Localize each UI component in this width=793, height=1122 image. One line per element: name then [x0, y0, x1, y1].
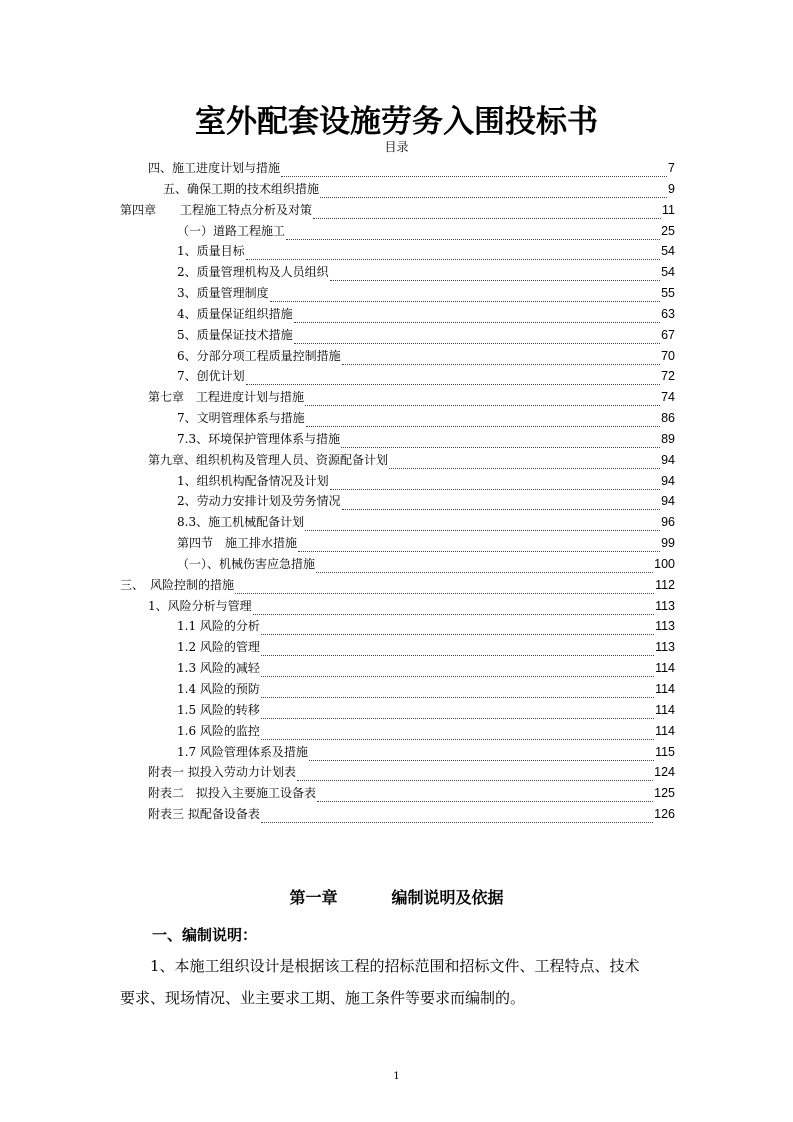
toc-entry-label: 3、质量管理制度: [177, 286, 269, 301]
toc-entry-page: 94: [661, 494, 675, 509]
toc-entry-page: 74: [661, 390, 675, 405]
document-title: 室外配套设施劳务入围投标书: [195, 104, 598, 140]
toc-leader-dots: [309, 747, 654, 761]
toc-entry-page: 113: [655, 640, 675, 655]
section-heading: 一、编制说明：: [152, 926, 258, 944]
toc-entry-label: 第四章 工程施工特点分析及对策: [120, 202, 313, 217]
toc-entry[interactable]: [177, 472, 675, 490]
toc-entry-page: 112: [655, 577, 675, 592]
toc-entry[interactable]: [177, 305, 675, 323]
toc-entry-page: 114: [655, 682, 675, 696]
toc-entry-page: 72: [661, 369, 675, 384]
toc-entry[interactable]: [177, 347, 675, 365]
toc-entry[interactable]: [177, 617, 675, 635]
toc-entry[interactable]: [148, 388, 675, 406]
toc-entry-page: 54: [661, 244, 675, 259]
toc-entry-label: 五、确保工期的技术组织措施: [163, 181, 320, 196]
toc-entry-page: 25: [661, 223, 675, 238]
toc-entry[interactable]: [177, 513, 675, 531]
toc-entry-label: 8.3、施工机械配备计划: [177, 515, 305, 530]
page-number: 1: [393, 1071, 400, 1082]
toc-leader-dots: [246, 246, 660, 260]
toc-entry[interactable]: [148, 597, 675, 615]
toc-entry[interactable]: [163, 180, 675, 198]
toc-leader-dots: [261, 642, 654, 656]
toc-leader-dots: [341, 434, 660, 448]
toc-entry-label: 1.6 风险的监控: [177, 723, 260, 738]
toc-leader-dots: [389, 455, 660, 469]
toc-entry[interactable]: [177, 555, 675, 573]
toc-entry-page: 100: [654, 556, 675, 571]
paragraph-line: 1、本施工组织设计是根据该工程的招标范围和招标文件、工程特点、技术: [150, 957, 640, 975]
toc-entry-label: 1.7 风险管理体系及措施: [177, 744, 308, 759]
toc-leader-dots: [330, 267, 660, 281]
toc-entry-page: 115: [655, 744, 675, 759]
toc-entry-label: 附表三 拟配备设备表: [148, 807, 260, 822]
toc-entry[interactable]: [148, 805, 675, 823]
toc-leader-dots: [281, 163, 667, 177]
toc-entry-page: 114: [655, 723, 675, 738]
toc-entry-page: 89: [661, 431, 675, 446]
toc-entry-page: 94: [661, 473, 675, 488]
toc-leader-dots: [342, 496, 660, 510]
toc-entry[interactable]: [120, 576, 675, 594]
toc-entry-page: 124: [654, 765, 675, 780]
toc-entry-label: 三、 风险控制的措施: [120, 577, 235, 592]
toc-entry[interactable]: [177, 743, 675, 761]
toc-entry[interactable]: [177, 326, 675, 344]
toc-entry[interactable]: [177, 430, 675, 448]
toc-leader-dots: [261, 809, 653, 823]
toc-entry-label: （一）道路工程施工: [177, 223, 286, 238]
toc-entry-label: 7、文明管理体系与措施: [177, 411, 305, 426]
toc-leader-dots: [306, 413, 660, 427]
toc-entry-label: 6、分部分项工程质量控制措施: [177, 348, 341, 363]
toc-entry-page: 9: [668, 181, 675, 196]
paragraph-line: 要求、现场情况、业主要求工期、施工条件等要求而编制的。: [120, 989, 526, 1007]
toc-entry-label: 第四节 施工排水措施: [177, 536, 298, 551]
toc-entry[interactable]: [148, 763, 675, 781]
toc-entry-page: 126: [654, 807, 675, 822]
toc-leader-dots: [330, 476, 660, 490]
toc-entry-label: 第七章 工程进度计划与措施: [148, 390, 305, 405]
body-paragraph: [120, 950, 676, 1014]
toc-leader-dots: [261, 726, 654, 740]
toc-entry-page: 114: [655, 661, 675, 676]
toc-entry[interactable]: [177, 701, 675, 719]
toc-entry-label: 4、质量保证组织措施: [177, 306, 293, 321]
toc-entry-page: 114: [655, 702, 675, 717]
toc-entry-label: 1.1 风险的分析: [177, 619, 260, 634]
toc-leader-dots: [261, 705, 654, 719]
toc-entry[interactable]: [177, 492, 675, 510]
toc-entry[interactable]: [177, 409, 675, 427]
toc-entry-label: 7、创优计划: [177, 369, 245, 384]
toc-entry-label: （一）、机械伤害应急措施: [177, 556, 316, 571]
toc-entry[interactable]: [148, 784, 675, 802]
toc-entry-page: 99: [661, 536, 675, 551]
toc-entry-label: 1.5 风险的转移: [177, 702, 260, 717]
toc-entry-label: 5、质量保证技术措施: [177, 327, 293, 342]
toc-entry-label: 四、施工进度计划与措施: [148, 161, 281, 175]
toc-leader-dots: [246, 371, 660, 385]
toc-entry-page: 125: [654, 786, 675, 801]
toc-leader-dots: [298, 538, 660, 552]
toc-leader-dots: [316, 559, 653, 573]
toc-leader-dots: [317, 788, 653, 802]
toc-leader-dots: [297, 767, 653, 781]
toc-leader-dots: [253, 601, 654, 615]
toc-entry[interactable]: [177, 638, 675, 656]
toc-leader-dots: [235, 580, 654, 594]
toc-entry-label: 1、质量目标: [177, 244, 245, 259]
toc-entry-label: 7.3、环境保护管理体系与措施: [177, 431, 341, 446]
toc-entry[interactable]: [177, 222, 675, 240]
toc-leader-dots: [294, 309, 660, 323]
toc-entry[interactable]: [177, 680, 675, 698]
toc-entry[interactable]: [177, 367, 675, 385]
toc-entry-label: 1、风险分析与管理: [148, 598, 252, 613]
toc-leader-dots: [261, 621, 654, 635]
toc-entry-label: 附表一 拟投入劳动力计划表: [148, 765, 296, 780]
toc-entry[interactable]: [148, 159, 675, 177]
toc-entry-page: 67: [661, 327, 675, 342]
chapter-title: 编制说明及依据: [391, 888, 504, 907]
toc-leader-dots: [313, 205, 661, 219]
toc-entry-page: 70: [661, 348, 675, 363]
toc-entry-page: 63: [661, 306, 675, 321]
toc-leader-dots: [342, 351, 660, 365]
toc-entry-page: 94: [661, 452, 675, 467]
toc-entry-label: 1、组织机构配备情况及计划: [177, 473, 329, 488]
toc-entry-label: 附表二 拟投入主要施工设备表: [148, 786, 317, 801]
toc-entry-label: 第九章、组织机构及管理人员、资源配备计划: [148, 452, 389, 467]
toc-entry-label: 2、劳动力安排计划及劳务情况: [177, 494, 341, 509]
toc-leader-dots: [270, 288, 660, 302]
toc-leader-dots: [286, 226, 660, 240]
toc-entry-page: 55: [661, 286, 675, 301]
toc-entry-label: 1.4 风险的预防: [177, 682, 260, 696]
toc-entry[interactable]: [177, 722, 675, 740]
toc-entry-page: 54: [661, 265, 675, 280]
toc-leader-dots: [305, 517, 660, 531]
toc-entry[interactable]: [177, 284, 675, 302]
toc-entry[interactable]: [148, 451, 675, 469]
chapter-number: 第一章: [289, 888, 338, 907]
toc-entry[interactable]: [177, 263, 675, 281]
toc-leader-dots: [261, 684, 654, 698]
toc-entry-label: 1.3 风险的减轻: [177, 661, 260, 676]
toc-entry-page: 113: [655, 619, 675, 634]
toc-entry-page: 86: [661, 411, 675, 426]
toc-leader-dots: [305, 392, 660, 406]
toc-entry-page: 7: [668, 161, 675, 175]
toc-heading: 目录: [384, 140, 409, 154]
toc-entry-page: 11: [662, 202, 675, 217]
toc-entry-label: 2、质量管理机构及人员组织: [177, 265, 329, 280]
chapter-heading: [0, 885, 793, 908]
toc-entry[interactable]: [177, 242, 675, 260]
toc-entry[interactable]: [177, 659, 675, 677]
toc-leader-dots: [294, 330, 660, 344]
toc-entry-page: 96: [661, 515, 675, 530]
toc-entry-page: 113: [655, 598, 675, 613]
toc-leader-dots: [320, 184, 667, 198]
toc-entry[interactable]: [177, 534, 675, 552]
toc-entry[interactable]: [120, 201, 675, 219]
toc-leader-dots: [261, 663, 654, 677]
toc-entry-label: 1.2 风险的管理: [177, 640, 260, 655]
